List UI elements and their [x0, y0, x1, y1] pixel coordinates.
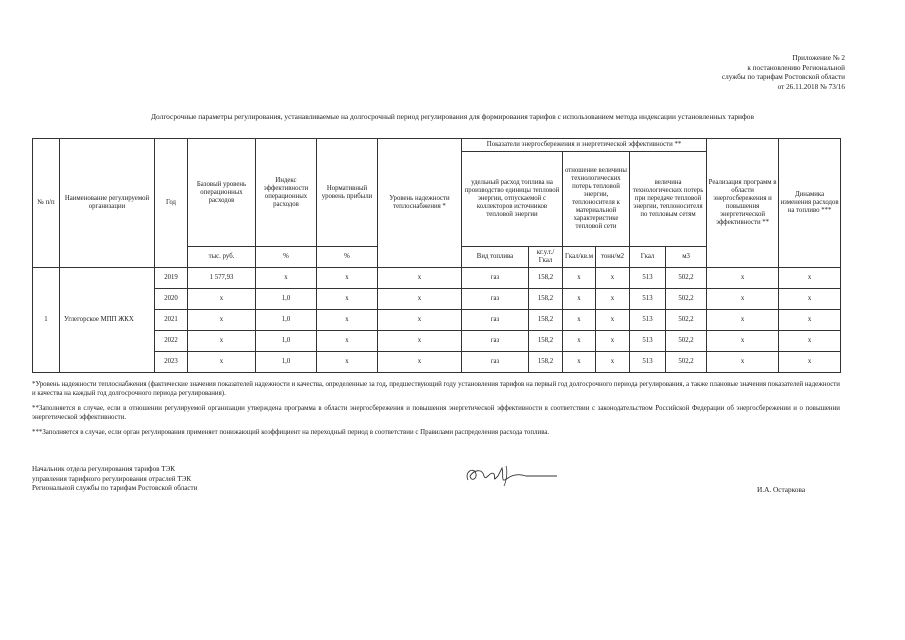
cell-loss-a: 513: [630, 310, 666, 331]
cell-year: 2022: [155, 331, 188, 352]
cell-base: х: [188, 310, 256, 331]
cell-reliability: х: [378, 331, 462, 352]
signatory-position: [32, 465, 197, 494]
cell-ratio-b: х: [596, 352, 630, 373]
org-number: 1: [33, 268, 60, 373]
table-row: [33, 289, 841, 310]
cell-loss-b: 502,2: [666, 310, 707, 331]
cell-profit: х: [317, 331, 378, 352]
cell-loss-b: 502,2: [666, 289, 707, 310]
cell-dynamics: х: [779, 310, 841, 331]
appendix-authority: службы по тарифам Ростовской области: [721, 73, 845, 82]
cell-ratio-b: х: [596, 289, 630, 310]
header-program: Реализация программ в области энергосбережения и повышения энергетической эффективности **: [707, 139, 779, 268]
cell-profit: х: [317, 310, 378, 331]
header-dynamics: Динамика изменения расходов на топливо ***: [779, 139, 841, 268]
header-year: Год: [155, 139, 188, 268]
cell-fuel-rate: 158,2: [529, 352, 563, 373]
table-row: [33, 331, 841, 352]
cell-fuel: газ: [462, 352, 529, 373]
parameters-table: [32, 138, 841, 373]
header-profit: Нормативный уровень прибыли: [317, 139, 378, 247]
cell-fuel-rate: 158,2: [529, 268, 563, 289]
cell-program: х: [707, 268, 779, 289]
table-row: [33, 352, 841, 373]
cell-index: 1,0: [256, 289, 317, 310]
cell-ratio-a: х: [563, 268, 596, 289]
cell-index: х: [256, 268, 317, 289]
signatory-line-2: управления тарифного регулирования отраслей ТЭК: [32, 474, 192, 483]
unit-fuel-rate: кг.у.т./Гкал: [529, 247, 563, 268]
cell-base: х: [188, 352, 256, 373]
cell-loss-a: 513: [630, 352, 666, 373]
cell-ratio-b: х: [596, 268, 630, 289]
cell-dynamics: х: [779, 331, 841, 352]
cell-loss-a: 513: [630, 331, 666, 352]
header-ratio: отношение величины технологических потерь тепловой энергии, теплоносителя к материальной характеристике тепловой сети: [563, 152, 630, 247]
cell-dynamics: х: [779, 268, 841, 289]
cell-program: х: [707, 331, 779, 352]
cell-fuel-rate: 158,2: [529, 289, 563, 310]
cell-profit: х: [317, 352, 378, 373]
cell-ratio-b: х: [596, 331, 630, 352]
unit-ratio-b: тонн/м2: [596, 247, 630, 268]
cell-index: 1,0: [256, 352, 317, 373]
signatory-name: И.А. Остаркова: [757, 485, 806, 494]
unit-profit: %: [317, 247, 378, 268]
cell-reliability: х: [378, 352, 462, 373]
cell-fuel-rate: 158,2: [529, 310, 563, 331]
cell-year: 2023: [155, 352, 188, 373]
org-name: Углегорское МПП ЖКХ: [60, 268, 155, 373]
header-org: Наименование регулируемой организации: [60, 139, 155, 268]
cell-dynamics: х: [779, 352, 841, 373]
cell-reliability: х: [378, 268, 462, 289]
cell-loss-b: 502,2: [666, 352, 707, 373]
footnote-reliability: *Уровень надежности теплоснабжения (фактические значения показателей надежности и качества, определенные за год, предшествующий году установления тарифов на первый год долгосрочного периода регулирования, а также плановые значения показателей надежности и качества на каждый год долгосрочного периода регулирования).: [32, 381, 840, 397]
cell-ratio-b: х: [596, 310, 630, 331]
cell-program: х: [707, 310, 779, 331]
cell-base: х: [188, 331, 256, 352]
header-reliability: Уровень надежности теплоснабжения *: [378, 139, 462, 268]
header-fuel-rate: удельный расход топлива на производство единицы тепловой энергии, отпускаемой с коллекторов источников тепловой энергии: [462, 152, 563, 247]
header-losses: величина технологических потерь при передаче тепловой энергии, теплоносителя по тепловым сетям: [630, 152, 707, 247]
footnotes: [32, 380, 840, 443]
appendix-number: Приложение № 2: [792, 54, 845, 62]
cell-loss-b: 502,2: [666, 331, 707, 352]
cell-profit: х: [317, 289, 378, 310]
cell-reliability: х: [378, 289, 462, 310]
cell-dynamics: х: [779, 289, 841, 310]
unit-base: тыс. руб.: [188, 247, 256, 268]
cell-profit: х: [317, 268, 378, 289]
cell-base: х: [188, 289, 256, 310]
header-base: Базовый уровень операционных расходов: [188, 139, 256, 247]
cell-fuel-rate: 158,2: [529, 331, 563, 352]
unit-index: %: [256, 247, 317, 268]
cell-index: 1,0: [256, 310, 317, 331]
cell-base: 1 577,93: [188, 268, 256, 289]
cell-year: 2021: [155, 310, 188, 331]
unit-ratio-a: Гкал/кв.м: [563, 247, 596, 268]
header-num: № п/п: [33, 139, 60, 268]
header-index: Индекс эффективности операционных расходов: [256, 139, 317, 247]
cell-ratio-a: х: [563, 331, 596, 352]
cell-year: 2019: [155, 268, 188, 289]
cell-fuel: газ: [462, 331, 529, 352]
cell-program: х: [707, 352, 779, 373]
appendix-date: от 26.11.2018 № 73/16: [777, 82, 845, 91]
cell-fuel: газ: [462, 289, 529, 310]
cell-loss-a: 513: [630, 289, 666, 310]
cell-reliability: х: [378, 310, 462, 331]
handwritten-signature: [462, 462, 562, 488]
cell-loss-b: 502,2: [666, 268, 707, 289]
footnote-fuel-dynamics: ***Заполняется в случае, если орган регулирования применяет понижающий коэффициент на переходный период в соответствии с Правилами распределения расхода топлива.: [32, 429, 550, 436]
appendix-ref: к постановлению Региональной: [747, 63, 845, 72]
appendix-header: [722, 54, 845, 92]
cell-fuel: газ: [462, 268, 529, 289]
document-title: Долгосрочные параметры регулирования, устанавливаемые на долгосрочный период регулирования для формирования тарифов с использованием метода индексации установленных тарифов: [151, 112, 754, 121]
cell-fuel: газ: [462, 310, 529, 331]
footnote-energy-program: **Заполняется в случае, если в отношении регулируемой организации утверждена программа в области энергосбережения и повышения энергетической эффективности в соответствии с законодательством Российской Федерации об энергосбережении и о повышении энергетической эффективности.: [32, 405, 840, 421]
signatory-line-3: Региональной службы по тарифам Ростовской области: [32, 484, 198, 493]
cell-year: 2020: [155, 289, 188, 310]
cell-ratio-a: х: [563, 289, 596, 310]
unit-fuel-type: Вид топлива: [462, 247, 529, 268]
unit-loss-b: м3: [666, 247, 707, 268]
table-row: [33, 268, 841, 289]
cell-index: 1,0: [256, 331, 317, 352]
signatory-line-1: Начальник отдела регулирования тарифов ТЭК: [32, 465, 176, 473]
cell-ratio-a: х: [563, 352, 596, 373]
unit-loss-a: Гкал: [630, 247, 666, 268]
cell-loss-a: 513: [630, 268, 666, 289]
header-energy-group: Показатели энергосбережения и энергетической эффективности **: [462, 139, 707, 152]
cell-ratio-a: х: [563, 310, 596, 331]
table-row: [33, 310, 841, 331]
cell-program: х: [707, 289, 779, 310]
